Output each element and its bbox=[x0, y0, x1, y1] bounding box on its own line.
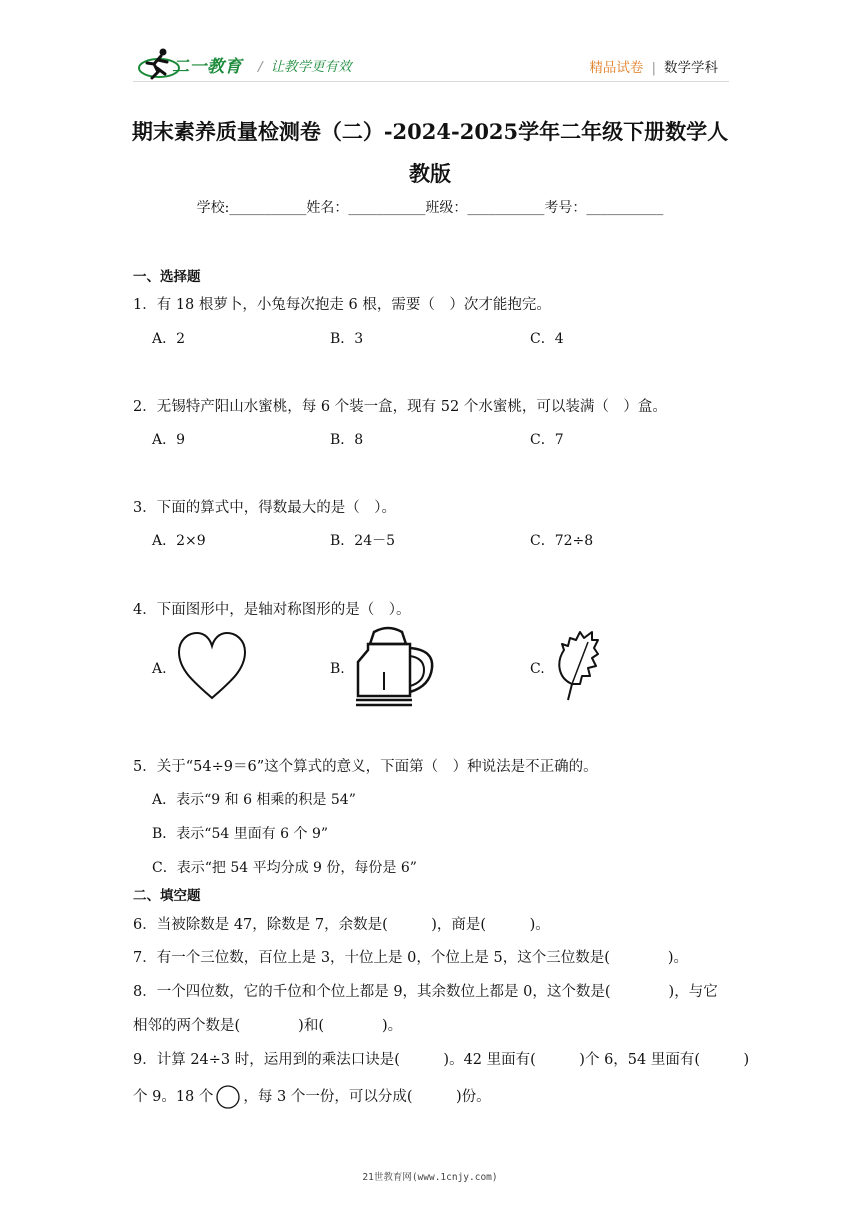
leaf-icon bbox=[554, 628, 600, 704]
q1-option-a: A．2 bbox=[152, 331, 186, 347]
circle-icon bbox=[215, 1085, 241, 1109]
question-2: 2．无锡特产阳山水蜜桃，每 6 个装一盒，现有 52 个水蜜桃，可以装满（ ）盒。 bbox=[133, 399, 667, 415]
question-7: 7．有一个三位数，百位上是 3，十位上是 0，个位上是 5，这个三位数是( )。 bbox=[133, 950, 689, 966]
kettle-icon bbox=[354, 624, 436, 710]
premium-label: 精品试卷 bbox=[589, 60, 644, 76]
section-fill-heading: 二、填空题 bbox=[133, 888, 201, 904]
q4-option-b: B. bbox=[330, 661, 345, 677]
paper-title-continued: 教版 bbox=[409, 161, 451, 186]
q1-option-c: C．4 bbox=[530, 331, 564, 347]
q2-option-b: B．8 bbox=[330, 432, 364, 448]
section-choice-heading: 一、选择题 bbox=[133, 269, 201, 285]
student-info-line: 学校:___________姓名：___________班级：___________考号：___________ bbox=[196, 200, 664, 216]
q5-option-c: C．表示“把 54 平均分成 9 份，每份是 6” bbox=[152, 860, 417, 876]
q2-option-c: C．7 bbox=[530, 432, 564, 448]
q3-option-c: C．72÷8 bbox=[530, 533, 594, 549]
question-9-line2: 个 9。18 个 ，每 3 个一份，可以分成( )份。 bbox=[133, 1085, 491, 1109]
question-5: 5．关于“54÷9＝6”这个算式的意义，下面第（ ）种说法是不正确的。 bbox=[133, 759, 598, 775]
question-6: 6．当被除数是 47，除数是 7，余数是( )，商是( )。 bbox=[133, 917, 550, 933]
question-4: 4．下面图形中，是轴对称图形的是（ ）。 bbox=[133, 602, 411, 618]
question-8-line2: 相邻的两个数是( )和( )。 bbox=[133, 1018, 403, 1034]
q3-option-a: A．2×9 bbox=[152, 533, 206, 549]
question-9-line1: 9．计算 24÷3 时，运用到的乘法口诀是( )。42 里面有( )个 6，54 里面有( ) bbox=[133, 1052, 750, 1068]
question-3: 3．下面的算式中，得数最大的是（ ）。 bbox=[133, 500, 396, 516]
subject-label: 数学学科 bbox=[664, 60, 718, 76]
q4-option-a: A. bbox=[152, 661, 167, 677]
brand-name: 二一教育 bbox=[172, 57, 242, 77]
header-right: 精品试卷 | 数学学科 bbox=[589, 60, 718, 76]
q5-option-a: A．表示“9 和 6 相乘的积是 54” bbox=[152, 792, 356, 808]
q5-option-b: B．表示“54 里面有 6 个 9” bbox=[152, 826, 329, 842]
q1-option-b: B．3 bbox=[330, 331, 364, 347]
q3-option-b: B．24－5 bbox=[330, 533, 396, 549]
question-8-line1: 8．一个四位数，它的千位和个位上都是 9，其余数位上都是 0，这个数是( )，与它 bbox=[133, 984, 718, 1000]
paper-title: 期末素养质量检测卷（二）-2024-2025学年二年级下册数学人 bbox=[131, 119, 729, 144]
footer-source: 21世教育网(www.1cnjy.com) bbox=[362, 1172, 498, 1183]
question-1: 1．有 18 根萝卜，小兔每次抱走 6 根，需要（ ）次才能抱完。 bbox=[133, 297, 551, 313]
slogan: / 让教学更有效 bbox=[258, 59, 352, 75]
heart-icon bbox=[176, 630, 248, 702]
q2-option-a: A．9 bbox=[152, 432, 186, 448]
q4-option-c: C. bbox=[530, 661, 545, 677]
header-divider bbox=[133, 81, 729, 82]
